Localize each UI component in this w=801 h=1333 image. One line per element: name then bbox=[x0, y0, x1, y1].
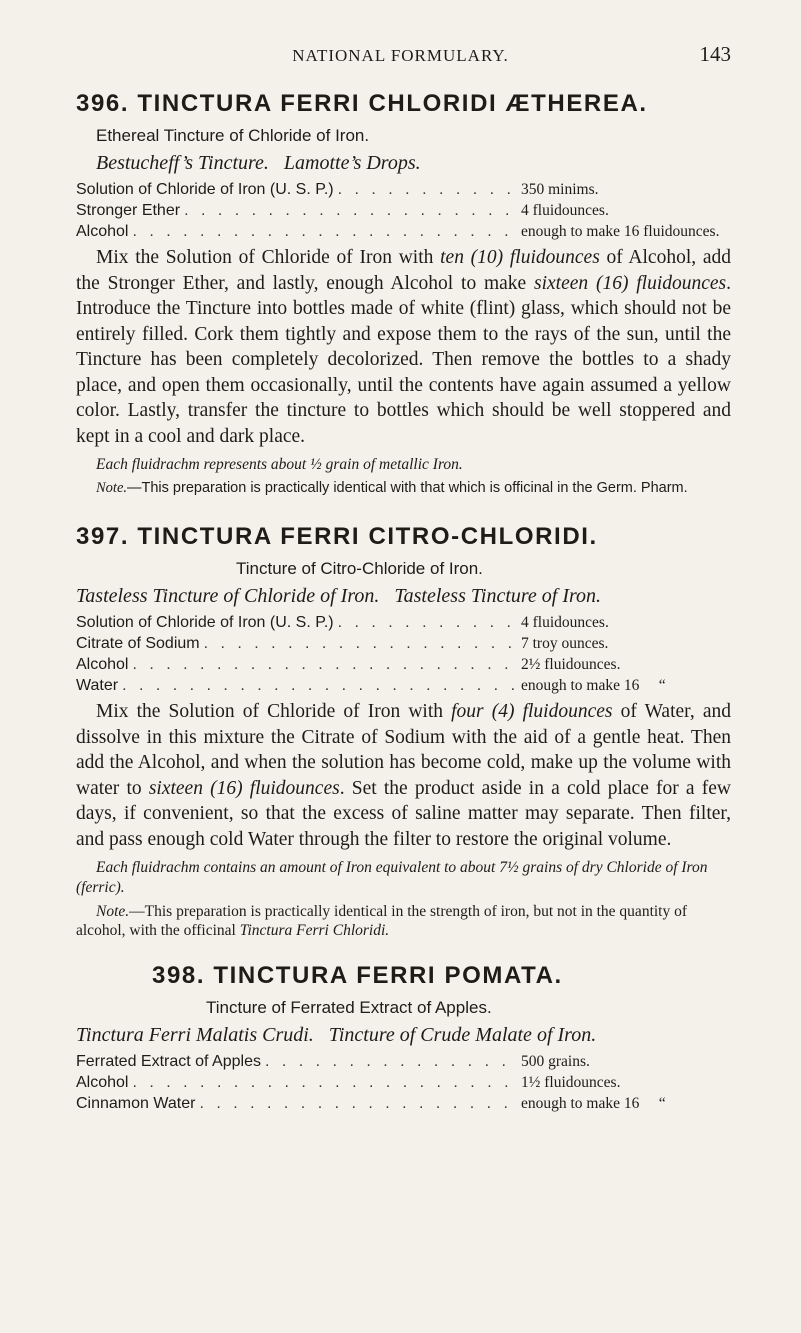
note-label: Note. bbox=[96, 480, 128, 496]
dot-leader bbox=[265, 1051, 517, 1072]
section-heading: 397. TINCTURA FERRI CITRO-CHLORIDI. bbox=[76, 523, 598, 550]
dot-leader bbox=[122, 675, 517, 696]
dot-leader bbox=[184, 200, 517, 221]
recipe-list bbox=[76, 179, 731, 242]
running-head bbox=[0, 42, 801, 76]
note-text: —This preparation is practically identical in the strength of iron, but not in the quantity of alcohol, with the officinal bbox=[76, 903, 688, 939]
ingredient-name: Alcohol bbox=[76, 656, 129, 673]
recipe-list bbox=[76, 612, 731, 696]
text-run: . Introduce the Tincture into bottles made of white (flint) glass, which should not be entirely filled. Cork them tightly and expose them to the rays of the sun, until the Tincture has been completely decolorized. Then remove the bottles to a shady place, and open them occasionally, until the contents have again assumed a yellow color. Lastly, transfer the tincture to bottles which should be well stoppered and kept in a cool and dark place. bbox=[76, 272, 732, 447]
ingredient-name: Alcohol bbox=[76, 1074, 129, 1091]
page-content bbox=[76, 90, 731, 1114]
text-run: Mix the Solution of Chloride of Iron with bbox=[96, 701, 452, 722]
ingredient-quantity: 4 fluidounces. bbox=[521, 614, 609, 631]
section-396 bbox=[76, 90, 731, 497]
dot-leader bbox=[132, 1072, 517, 1093]
text-run: Mix the Solution of Chloride of Iron with bbox=[96, 247, 441, 268]
note bbox=[76, 479, 731, 497]
ingredient-quantity: 4 fluidounces. bbox=[521, 202, 609, 219]
text-run: of Alcohol, add the Stronger Ether, and lastly, enough Alcohol to make bbox=[76, 247, 731, 294]
text-run: of Water, and dissolve in this mixture the Citrate of Sodium with the aid of a gentle heat. Then add the Alcohol, and when the solution has become cold, make up the volume with water to bbox=[76, 701, 731, 799]
recipe-row bbox=[76, 612, 731, 633]
emphasis-run: four (4) fluidounces bbox=[451, 701, 613, 722]
recipe-list bbox=[76, 1051, 731, 1114]
ingredient-quantity: enough to make 16 “ bbox=[521, 1095, 666, 1112]
ingredient-name: Ferrated Extract of Apples bbox=[76, 1053, 261, 1070]
note-italic-tail: Tinctura Ferri Chloridi. bbox=[239, 922, 390, 939]
text-run: . Set the product aside in a cold place for a few days, if convenient, so that the excess of saline matter may separate. Then filter, and pass enough cold Water through the filter to restore the original volume. bbox=[76, 777, 731, 850]
dose-statement: Each fluidrachm represents about ½ grain of metallic Iron. bbox=[96, 456, 463, 473]
dot-leader bbox=[338, 179, 517, 200]
section-subtitle: Ethereal Tincture of Chloride of Iron. bbox=[96, 126, 370, 145]
ingredient-quantity: 2½ fluidounces. bbox=[521, 656, 621, 673]
note-text: —This preparation is practically identical with that which is officinal in the Germ. Pharm. bbox=[127, 480, 688, 496]
ingredient-name: Cinnamon Water bbox=[76, 1095, 196, 1112]
recipe-row bbox=[76, 1051, 731, 1072]
dot-leader bbox=[338, 612, 517, 633]
directions-paragraph bbox=[76, 245, 731, 449]
ingredient-name: Water bbox=[76, 677, 119, 694]
section-heading: 398. TINCTURA FERRI POMATA. bbox=[152, 962, 563, 989]
recipe-row bbox=[76, 200, 731, 221]
section-397 bbox=[76, 523, 731, 940]
recipe-row bbox=[76, 654, 731, 675]
recipe-row bbox=[76, 1093, 731, 1114]
ingredient-name: Citrate of Sodium bbox=[76, 635, 200, 652]
recipe-row bbox=[76, 1072, 731, 1093]
ingredient-name: Alcohol bbox=[76, 223, 129, 240]
section-398 bbox=[76, 962, 731, 1114]
dot-leader bbox=[199, 1093, 517, 1114]
page-number: 143 bbox=[699, 42, 731, 66]
ingredient-quantity: 500 grains. bbox=[521, 1053, 590, 1070]
emphasis-run: sixteen (16) fluidounces bbox=[148, 777, 340, 799]
note bbox=[76, 902, 731, 940]
section-heading: 396. TINCTURA FERRI CHLORIDI ÆTHEREA. bbox=[76, 90, 648, 117]
recipe-row bbox=[76, 633, 731, 654]
recipe-row bbox=[76, 675, 731, 696]
section-synonyms: Bestucheff’s Tincture. Lamotte’s Drops. bbox=[96, 152, 421, 174]
ingredient-quantity: enough to make 16 “ bbox=[521, 677, 666, 694]
section-synonyms: Tasteless Tincture of Chloride of Iron. Tasteless Tincture of Iron. bbox=[76, 585, 602, 607]
ingredient-quantity: 1½ fluidounces. bbox=[521, 1074, 621, 1091]
emphasis-run: sixteen (16) fluidounces bbox=[534, 272, 727, 294]
ingredient-name: Solution of Chloride of Iron (U. S. P.) bbox=[76, 614, 334, 631]
ingredient-quantity: 350 minims. bbox=[521, 181, 599, 198]
recipe-row bbox=[76, 221, 731, 242]
ingredient-quantity: 7 troy ounces. bbox=[521, 635, 609, 652]
section-synonyms: Tinctura Ferri Malatis Crudi. Tincture of Crude Malate of Iron. bbox=[76, 1024, 597, 1046]
directions-paragraph bbox=[76, 699, 731, 852]
dot-leader bbox=[204, 633, 517, 654]
dose-statement: Each fluidrachm contains an amount of Iron equivalent to about 7½ grains of dry Chloride of Iron (ferric). bbox=[76, 859, 708, 896]
dot-leader bbox=[132, 221, 517, 242]
emphasis-run: ten (10) fluidounces bbox=[440, 247, 600, 268]
note-label: Note. bbox=[96, 903, 130, 920]
running-title: NATIONAL FORMULARY. bbox=[292, 46, 509, 65]
dot-leader bbox=[132, 654, 517, 675]
ingredient-name: Solution of Chloride of Iron (U. S. P.) bbox=[76, 181, 334, 198]
section-subtitle: Tincture of Ferrated Extract of Apples. bbox=[206, 998, 492, 1017]
ingredient-name: Stronger Ether bbox=[76, 202, 181, 219]
recipe-row bbox=[76, 179, 731, 200]
ingredient-quantity: enough to make 16 fluidounces. bbox=[521, 223, 720, 240]
section-subtitle: Tincture of Citro-Chloride of Iron. bbox=[236, 559, 483, 578]
